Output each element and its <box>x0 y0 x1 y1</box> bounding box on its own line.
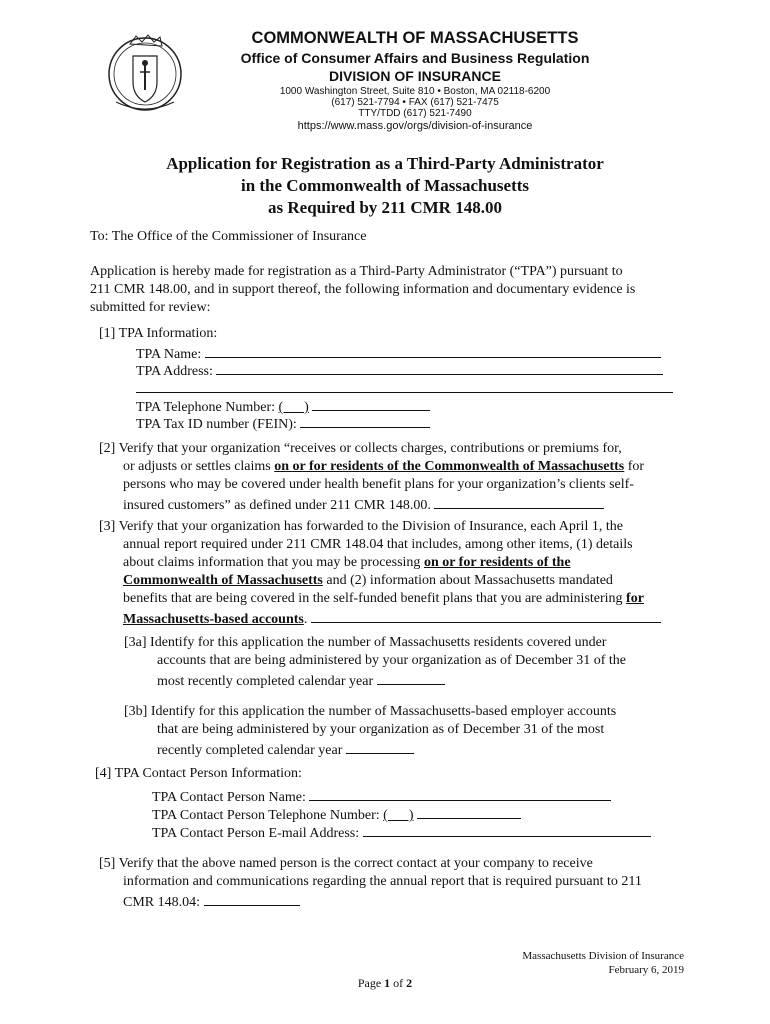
section-5-verify-field[interactable] <box>204 891 300 906</box>
tpa-address-field-line2[interactable] <box>136 378 673 393</box>
section-2-verify-field[interactable] <box>434 494 604 509</box>
tpa-name-row: TPA Name: <box>136 343 661 364</box>
section-3-verify-field[interactable] <box>311 608 661 623</box>
tpa-address-row: TPA Address: <box>136 360 663 381</box>
section-3: [3] Verify that your organization has forwarded to the Division of Insurance, each April 1, the annual report required under 211 CMR 148.04 that includes, among other items, (1) details about claims information that you may be processing on or for residents of the Commonwealth of Massachusetts and (2) information about Massachusetts mandated benefits that are being covered in the self-funded benefit plans that you are administering for Massachusetts-based accounts. <box>99 518 699 629</box>
document-title: Application for Registration as a Third-Party Administrator in the Commonwealth of Massachusetts as Required by 211 CMR 148.00 <box>166 154 604 217</box>
office-address: 1000 Washington Street, Suite 810 • Boston, MA 02118-6200 <box>279 86 551 97</box>
section-2: [2] Verify that your organization “receives or collects charges, contributions or premiums for, or adjusts or settles claims on or for residents of the Commonwealth of Massachusetts for persons who may be covered under health benefit plans for your organization’s clients self- insured customers” as defined under 211 CMR 148.00. <box>99 441 645 513</box>
section-3a: [3a] Identify for this application the number of Massachusetts residents covered under accounts that are being administered by your organization as of December 31 of the most recently completed calendar year <box>124 635 626 689</box>
massachusetts-seal-icon <box>102 32 188 112</box>
section-3a-count-field[interactable] <box>377 670 445 685</box>
addressee-line: To: The Office of the Commissioner of Insurance <box>90 229 367 244</box>
contact-phone-area-code[interactable]: ( ) <box>383 808 414 823</box>
division-heading: DIVISION OF INSURANCE <box>329 68 501 84</box>
contact-email-field[interactable] <box>363 822 651 837</box>
contact-phone-row: TPA Contact Person Telephone Number: ( ) <box>152 804 521 825</box>
tpa-address-field[interactable] <box>216 360 663 375</box>
tpa-phone-field[interactable] <box>312 396 430 411</box>
section-5: [5] Verify that the above named person is the correct contact at your company to receive information and communications regarding the annual report that is required pursuant to 211 CMR 148.04: <box>99 856 642 910</box>
contact-phone-field[interactable] <box>417 804 521 819</box>
tpa-phone-row: TPA Telephone Number: ( ) <box>136 396 430 417</box>
footer-org: Massachusetts Division of Insurance <box>522 950 684 962</box>
intro-paragraph: Application is hereby made for registration as a Third-Party Administrator (“TPA”) pursuant to 211 CMR 148.00, and in support thereof, the following information and documentary evidence is submitted for review: <box>90 264 636 315</box>
contact-name-field[interactable] <box>309 786 611 801</box>
office-tty: TTY/TDD (617) 521-7490 <box>358 108 472 119</box>
section-3b-count-field[interactable] <box>346 739 414 754</box>
tpa-tax-row: TPA Tax ID number (FEIN): <box>136 413 430 434</box>
tpa-name-field[interactable] <box>205 343 661 358</box>
tpa-tax-field[interactable] <box>300 413 430 428</box>
page-number: Page 1 of 2 <box>357 976 413 990</box>
footer-date: February 6, 2019 <box>608 964 684 976</box>
office-phone-fax: (617) 521-7794 • FAX (617) 521-7475 <box>331 97 499 108</box>
contact-name-row: TPA Contact Person Name: <box>152 786 611 807</box>
contact-email-row: TPA Contact Person E-mail Address: <box>152 822 651 843</box>
tpa-phone-area-code[interactable]: ( ) <box>278 400 309 415</box>
section-1-heading: [1] TPA Information: <box>99 326 218 341</box>
section-3b: [3b] Identify for this application the number of Massachusetts-based employer accounts that are being administered by your organization as of December 31 of the most recently completed calendar year <box>124 704 617 758</box>
state-heading: COMMONWEALTH OF MASSACHUSETTS <box>251 29 579 47</box>
office-url: https://www.mass.gov/orgs/division-of-insurance <box>297 120 533 132</box>
section-4-heading: [4] TPA Contact Person Information: <box>95 766 302 781</box>
office-heading: Office of Consumer Affairs and Business Regulation <box>240 50 590 66</box>
